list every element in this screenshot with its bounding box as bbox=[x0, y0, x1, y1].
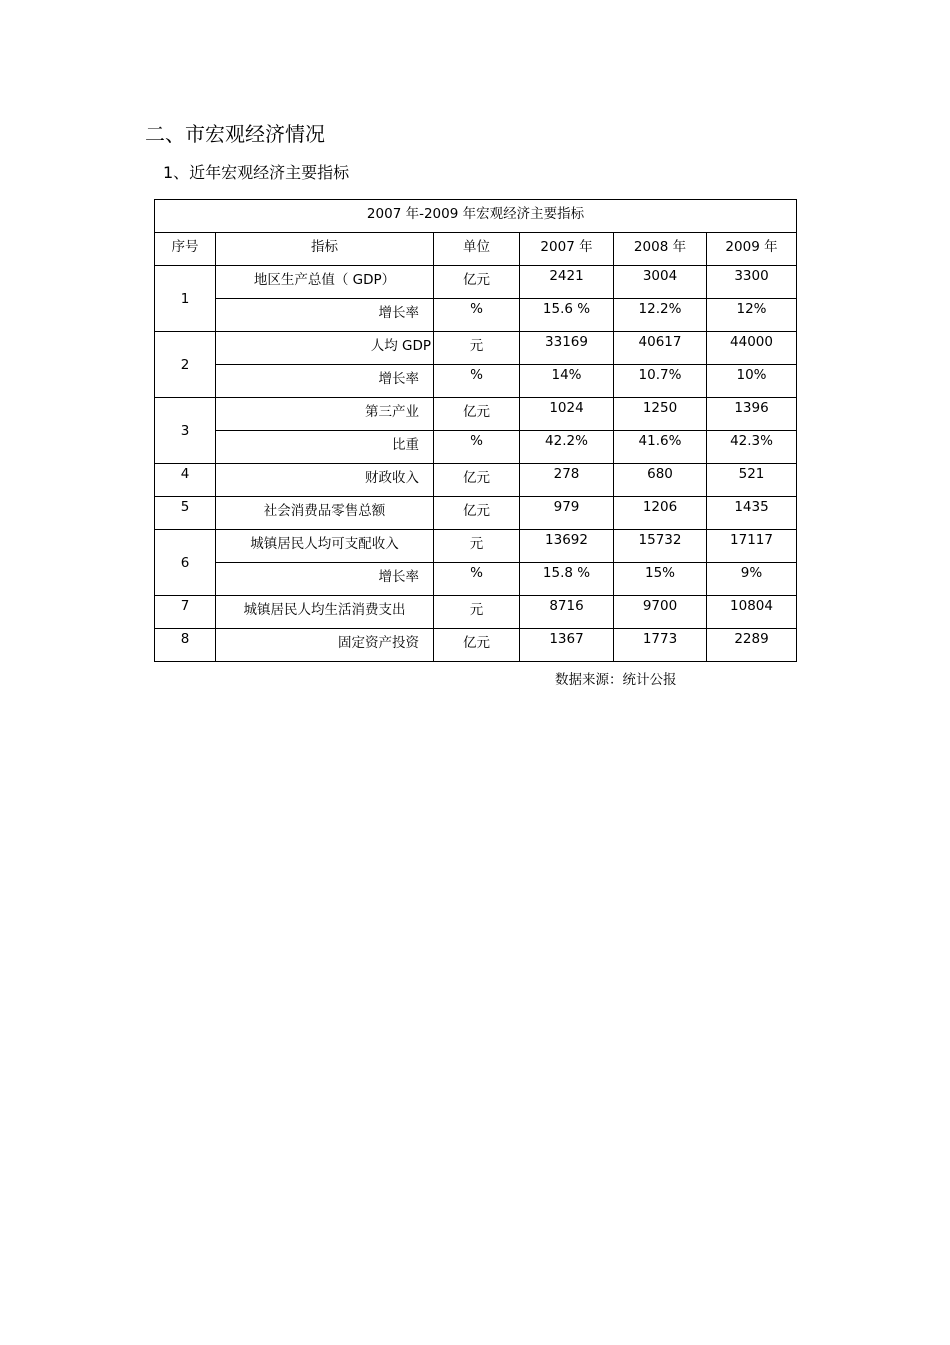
row-2007: 15.8 % bbox=[520, 563, 614, 596]
row-no: 3 bbox=[155, 398, 216, 464]
header-unit: 单位 bbox=[434, 233, 520, 266]
row-indicator: 增长率 bbox=[216, 563, 434, 596]
row-no: 4 bbox=[155, 464, 216, 497]
row-unit: 亿元 bbox=[434, 266, 520, 299]
row-2008: 3004 bbox=[614, 266, 707, 299]
row-2008: 680 bbox=[614, 464, 707, 497]
table-row bbox=[155, 332, 797, 365]
row-2009: 42.3% bbox=[707, 431, 797, 464]
row-unit: 亿元 bbox=[434, 398, 520, 431]
macro-indicators-table bbox=[154, 199, 797, 662]
row-2007: 278 bbox=[520, 464, 614, 497]
row-2008: 10.7% bbox=[614, 365, 707, 398]
row-unit: % bbox=[434, 299, 520, 332]
row-2007: 979 bbox=[520, 497, 614, 530]
row-indicator: 人均 GDP bbox=[216, 332, 434, 365]
table-caption: 2007 年-2009 年宏观经济主要指标 bbox=[155, 200, 797, 233]
table-row bbox=[155, 530, 797, 563]
row-indicator: 固定资产投资 bbox=[216, 629, 434, 662]
row-2009: 17117 bbox=[707, 530, 797, 563]
row-no: 6 bbox=[155, 530, 216, 596]
row-2009: 3300 bbox=[707, 266, 797, 299]
row-2007: 15.6 % bbox=[520, 299, 614, 332]
row-2007: 13692 bbox=[520, 530, 614, 563]
row-unit: 元 bbox=[434, 332, 520, 365]
header-2007: 2007 年 bbox=[520, 233, 614, 266]
row-2007: 42.2% bbox=[520, 431, 614, 464]
row-2009: 44000 bbox=[707, 332, 797, 365]
row-no: 7 bbox=[155, 596, 216, 629]
row-indicator: 城镇居民人均可支配收入 bbox=[216, 530, 434, 563]
row-unit: 亿元 bbox=[434, 464, 520, 497]
row-2007: 1024 bbox=[520, 398, 614, 431]
row-2007: 33169 bbox=[520, 332, 614, 365]
table-row bbox=[155, 563, 797, 596]
row-indicator: 财政收入 bbox=[216, 464, 434, 497]
row-2007: 8716 bbox=[520, 596, 614, 629]
row-unit: % bbox=[434, 431, 520, 464]
table-row bbox=[155, 299, 797, 332]
header-2008: 2008 年 bbox=[614, 233, 707, 266]
row-unit: 亿元 bbox=[434, 629, 520, 662]
row-no: 5 bbox=[155, 497, 216, 530]
row-indicator: 比重 bbox=[216, 431, 434, 464]
table-row bbox=[155, 596, 797, 629]
row-2008: 15% bbox=[614, 563, 707, 596]
row-2008: 1206 bbox=[614, 497, 707, 530]
row-2009: 10804 bbox=[707, 596, 797, 629]
table-row bbox=[155, 431, 797, 464]
table-row bbox=[155, 464, 797, 497]
row-2008: 1250 bbox=[614, 398, 707, 431]
row-2009: 1435 bbox=[707, 497, 797, 530]
row-2009: 1396 bbox=[707, 398, 797, 431]
table-row bbox=[155, 266, 797, 299]
table-row bbox=[155, 365, 797, 398]
data-source-note: 数据来源：统计公报 bbox=[555, 672, 677, 688]
row-unit: 元 bbox=[434, 596, 520, 629]
row-2008: 9700 bbox=[614, 596, 707, 629]
row-unit: 元 bbox=[434, 530, 520, 563]
subsection-title: 1、近年宏观经济主要指标 bbox=[163, 163, 350, 182]
row-2007: 14% bbox=[520, 365, 614, 398]
row-2009: 9% bbox=[707, 563, 797, 596]
row-2009: 10% bbox=[707, 365, 797, 398]
row-indicator: 第三产业 bbox=[216, 398, 434, 431]
row-indicator: 增长率 bbox=[216, 365, 434, 398]
row-unit: 亿元 bbox=[434, 497, 520, 530]
header-indicator: 指标 bbox=[216, 233, 434, 266]
table-header-row bbox=[155, 233, 797, 266]
row-unit: % bbox=[434, 365, 520, 398]
row-2008: 12.2% bbox=[614, 299, 707, 332]
row-2008: 40617 bbox=[614, 332, 707, 365]
row-no: 1 bbox=[155, 266, 216, 332]
row-no: 8 bbox=[155, 629, 216, 662]
row-indicator: 增长率 bbox=[216, 299, 434, 332]
table-row bbox=[155, 398, 797, 431]
table-caption-row bbox=[155, 200, 797, 233]
row-2008: 1773 bbox=[614, 629, 707, 662]
row-2009: 2289 bbox=[707, 629, 797, 662]
row-2008: 41.6% bbox=[614, 431, 707, 464]
section-title: 二、市宏观经济情况 bbox=[145, 122, 325, 146]
row-indicator: 城镇居民人均生活消费支出 bbox=[216, 596, 434, 629]
row-unit: % bbox=[434, 563, 520, 596]
table-row bbox=[155, 629, 797, 662]
row-2007: 1367 bbox=[520, 629, 614, 662]
row-2009: 12% bbox=[707, 299, 797, 332]
row-indicator: 地区生产总值（ GDP） bbox=[216, 266, 434, 299]
row-2009: 521 bbox=[707, 464, 797, 497]
table-row bbox=[155, 497, 797, 530]
row-no: 2 bbox=[155, 332, 216, 398]
row-indicator: 社会消费品零售总额 bbox=[216, 497, 434, 530]
header-no: 序号 bbox=[155, 233, 216, 266]
row-2008: 15732 bbox=[614, 530, 707, 563]
row-2007: 2421 bbox=[520, 266, 614, 299]
header-2009: 2009 年 bbox=[707, 233, 797, 266]
